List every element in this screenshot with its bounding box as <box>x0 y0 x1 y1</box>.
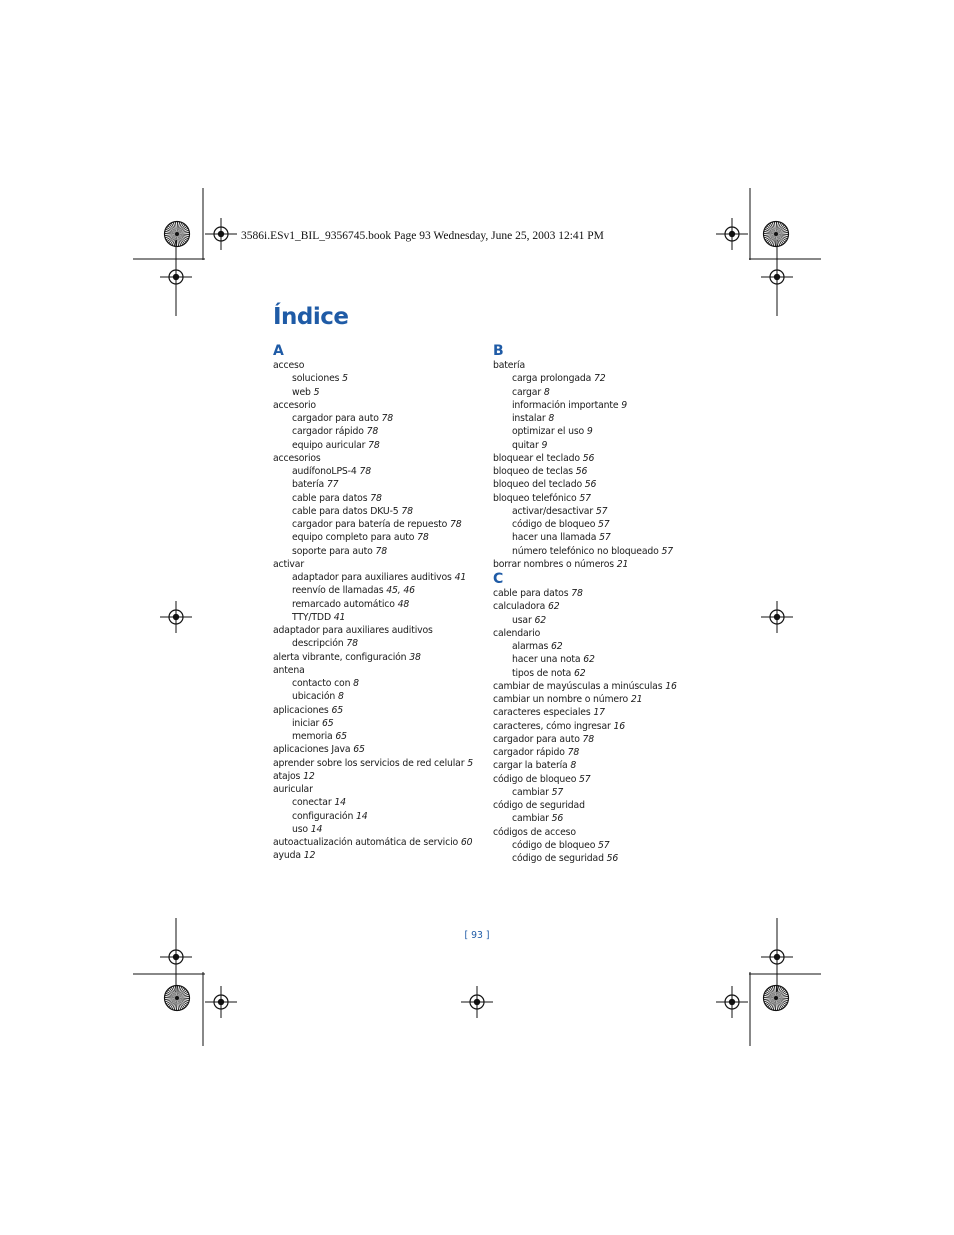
index-term: ubicación <box>292 691 336 703</box>
index-subentry <box>273 637 478 650</box>
index-term: carga prolongada <box>512 373 592 385</box>
index-entry <box>273 704 478 717</box>
index-page-ref: 78 <box>401 505 413 517</box>
index-subentry <box>273 386 478 399</box>
index-term: equipo auricular <box>292 439 366 451</box>
index-subentry <box>273 598 478 611</box>
index-term: código de seguridad <box>493 800 585 811</box>
index-term: cambiar <box>512 786 549 798</box>
index-term: memoria <box>292 731 333 742</box>
index-term: descripción <box>292 638 344 650</box>
index-column-right <box>493 343 698 865</box>
index-term: número telefónico no bloqueado <box>512 545 659 557</box>
index-page-ref: 65 <box>335 731 347 742</box>
index-page-ref: 62 <box>573 667 586 679</box>
index-page-ref: 62 <box>534 614 546 626</box>
index-page-ref: 60 <box>460 837 473 848</box>
index-letter-heading: C <box>493 571 504 587</box>
index-term: hacer una llamada <box>512 532 597 544</box>
index-term: quitar <box>512 439 539 451</box>
index-subentry <box>493 439 698 452</box>
index-page-ref: 78 <box>368 439 380 451</box>
index-term: TTY/TDD <box>292 611 331 623</box>
index-term: adaptador para auxiliares auditivos <box>273 625 433 636</box>
index-page-ref: 8 <box>543 386 550 398</box>
index-entry <box>273 452 478 465</box>
index-term: aprender sobre los servicios de red celular <box>273 757 465 769</box>
starburst-center <box>774 996 778 1000</box>
index-subentry <box>273 425 478 438</box>
index-term: calendario <box>493 627 541 639</box>
index-page-ref: 14 <box>310 823 323 835</box>
index-entry <box>493 746 698 759</box>
index-entry <box>273 783 478 796</box>
index-page-ref: 78 <box>375 545 388 557</box>
index-term: remarcado automático <box>292 598 395 610</box>
index-entry <box>493 693 698 706</box>
index-page-ref: 41 <box>454 572 467 583</box>
index-entry <box>493 452 698 465</box>
index-entry <box>493 359 698 372</box>
index-entry <box>493 706 698 719</box>
index-term: batería <box>292 479 325 491</box>
index-term: optimizar el uso <box>512 426 585 438</box>
index-page-ref: 5 <box>342 373 348 385</box>
index-term: antena <box>273 664 305 676</box>
index-page-ref: 65 <box>353 744 365 756</box>
index-page-ref: 78 <box>381 413 394 424</box>
index-entry <box>493 773 698 786</box>
index-page-ref: 57 <box>595 505 608 517</box>
index-page-ref: 56 <box>606 853 619 864</box>
index-term: bloqueo del teclado <box>493 479 582 491</box>
index-term: contacto con <box>292 678 351 689</box>
index-entry <box>273 770 478 783</box>
index-page-ref: 57 <box>598 519 610 530</box>
index-page-ref: 41 <box>333 611 346 623</box>
index-entry <box>493 733 698 746</box>
index-page-ref: 56 <box>584 479 597 491</box>
starburst-center <box>175 996 179 1000</box>
index-subentry <box>273 611 478 624</box>
index-subentry <box>273 584 478 597</box>
index-term: bloqueo telefónico <box>493 492 577 504</box>
index-subentry <box>273 492 478 505</box>
print-header-line: 3586i.ESv1_BIL_9356745.book Page 93 Wednesday, June 25, 2003 12:41 PM <box>241 230 604 242</box>
index-page-ref: 62 <box>551 641 563 652</box>
index-term: caracteres especiales <box>493 707 591 719</box>
index-term: autoactualización automática de servicio <box>273 837 459 848</box>
index-subentry <box>493 852 698 865</box>
index-subentry <box>273 810 478 823</box>
index-page-ref: 57 <box>579 773 591 785</box>
index-page-ref: 48 <box>397 598 410 610</box>
index-term: alarmas <box>512 641 549 652</box>
index-page-ref: 8 <box>353 678 359 689</box>
index-page-ref: 14 <box>356 810 368 822</box>
index-term: código de seguridad <box>512 853 604 864</box>
index-term: cambiar de mayúsculas a minúsculas <box>493 680 663 692</box>
index-entry <box>493 680 698 693</box>
index-term: aplicaciones Java <box>273 744 351 756</box>
index-page-ref: 14 <box>334 797 346 809</box>
index-term: cargar <box>512 386 541 398</box>
index-page-ref: 78 <box>450 519 462 530</box>
index-entry <box>273 399 478 412</box>
index-subentry <box>273 690 478 703</box>
index-letter-heading: A <box>273 343 284 359</box>
index-subentry <box>273 531 478 544</box>
index-term: código de bloqueo <box>512 519 596 530</box>
index-subentry <box>273 439 478 452</box>
index-page-ref: 8 <box>570 760 577 772</box>
index-page-ref: 78 <box>346 638 358 650</box>
index-column-left <box>273 343 478 863</box>
index-page-ref: 78 <box>359 466 371 477</box>
index-entry <box>493 478 698 491</box>
index-term: iniciar <box>292 717 320 729</box>
index-subentry <box>493 386 698 399</box>
index-page-ref: 5 <box>467 757 473 769</box>
index-term: bloqueo de teclas <box>493 466 573 477</box>
index-subentry <box>493 412 698 425</box>
index-page-ref: 56 <box>575 466 588 477</box>
index-page-ref: 21 <box>630 694 643 705</box>
index-term: web <box>292 386 311 398</box>
index-page-ref: 8 <box>548 413 555 424</box>
index-subentry <box>493 640 698 653</box>
index-page-ref: 57 <box>661 545 674 557</box>
index-term: accesorios <box>273 452 321 464</box>
index-term: configuración <box>292 810 354 822</box>
index-page-ref: 62 <box>583 654 595 666</box>
index-term: equipo completo para auto <box>292 532 415 544</box>
index-term: auricular <box>273 784 313 795</box>
page-title: Índice <box>273 304 349 330</box>
index-term: atajos <box>273 770 301 782</box>
index-term: cargar la batería <box>493 760 568 772</box>
index-subentry <box>493 505 698 518</box>
index-page-ref: 5 <box>313 386 320 398</box>
index-page-ref: 57 <box>579 492 591 504</box>
index-subentry <box>273 796 478 809</box>
index-entry <box>493 720 698 733</box>
index-page-ref: 57 <box>598 839 610 851</box>
index-page-ref: 12 <box>303 850 316 862</box>
index-entry <box>493 627 698 640</box>
index-subentry <box>493 812 698 825</box>
index-page-ref: 57 <box>599 532 611 544</box>
index-page-ref: 77 <box>326 479 339 491</box>
index-subentry <box>273 571 478 584</box>
index-page-ref: 65 <box>322 717 334 729</box>
index-page-ref: 38 <box>409 651 421 663</box>
index-subentry <box>493 786 698 799</box>
index-page-ref: 78 <box>417 532 429 544</box>
index-term: cable para datos <box>292 492 368 504</box>
index-term: hacer una nota <box>512 654 581 666</box>
index-subentry <box>493 653 698 666</box>
index-term: caracteres, cómo ingresar <box>493 720 611 732</box>
index-subentry <box>273 518 478 531</box>
index-term: cargador para auto <box>292 413 379 424</box>
index-page-ref: 65 <box>331 704 343 716</box>
index-page-ref: 16 <box>613 720 626 732</box>
index-entry <box>273 757 478 770</box>
index-term: cargador rápido <box>493 747 565 758</box>
index-subentry <box>493 614 698 627</box>
index-term: accesorio <box>273 399 316 411</box>
index-term: tipos de nota <box>512 667 572 679</box>
index-page-ref: 8 <box>337 691 344 703</box>
index-entry <box>273 849 478 862</box>
index-page-ref: 21 <box>616 558 629 570</box>
index-term: cargador para auto <box>493 733 580 745</box>
index-term: borrar nombres o números <box>493 558 614 570</box>
index-term: acceso <box>273 360 305 371</box>
index-entry <box>493 600 698 613</box>
index-term: código de bloqueo <box>512 839 596 851</box>
index-entry <box>273 836 478 849</box>
index-subentry <box>493 545 698 558</box>
index-subentry <box>273 717 478 730</box>
index-page-ref: 78 <box>366 426 379 438</box>
index-page-ref: 72 <box>594 373 606 385</box>
index-term: activar/desactivar <box>512 505 594 517</box>
index-term: calculadora <box>493 601 546 613</box>
index-subentry <box>273 730 478 743</box>
index-term: instalar <box>512 413 546 424</box>
index-term: cargador rápido <box>292 426 364 438</box>
index-entry <box>493 558 698 571</box>
index-page-ref: 9 <box>541 439 548 451</box>
index-entry <box>493 587 698 600</box>
index-page-ref: 56 <box>582 452 595 464</box>
index-page-ref: 62 <box>547 601 560 613</box>
index-term: cambiar un nombre o número <box>493 694 629 705</box>
index-page-ref: 78 <box>571 588 583 599</box>
index-term: uso <box>292 823 308 835</box>
index-subentry <box>493 518 698 531</box>
index-term: bloquear el teclado <box>493 452 580 464</box>
index-entry <box>493 492 698 505</box>
index-page-ref: 78 <box>567 747 580 758</box>
index-page-ref: 12 <box>303 770 315 782</box>
index-term: soluciones <box>292 373 340 385</box>
index-page-ref: 17 <box>593 707 605 719</box>
index-entry <box>493 799 698 812</box>
index-term: cable para datos <box>493 588 569 599</box>
index-subentry <box>273 677 478 690</box>
index-page-ref: 56 <box>551 813 564 825</box>
index-entry <box>273 359 478 372</box>
index-subentry <box>273 412 478 425</box>
starburst-center <box>175 232 179 236</box>
index-entry <box>493 759 698 772</box>
index-term: cargador para batería de repuesto <box>292 519 448 530</box>
index-term: información importante <box>512 399 619 411</box>
index-page-ref: 9 <box>586 426 593 438</box>
index-entry <box>493 465 698 478</box>
index-term: ayuda <box>273 850 301 862</box>
index-subentry <box>273 545 478 558</box>
index-subentry <box>273 465 478 478</box>
index-letter-heading: B <box>493 343 504 359</box>
index-term: alerta vibrante, configuración <box>273 651 407 663</box>
index-term: códigos de acceso <box>493 826 576 838</box>
index-term: audífonoLPS-4 <box>292 466 357 477</box>
index-entry <box>273 664 478 677</box>
index-entry <box>273 743 478 756</box>
index-term: aplicaciones <box>273 704 329 716</box>
index-term: adaptador para auxiliares auditivos <box>292 572 452 583</box>
index-page-ref: 78 <box>582 733 595 745</box>
index-term: soporte para auto <box>292 545 373 557</box>
index-subentry <box>273 823 478 836</box>
index-entry <box>273 558 478 571</box>
index-subentry <box>273 505 478 518</box>
index-subentry <box>273 372 478 385</box>
index-term: cambiar <box>512 813 549 825</box>
index-page-ref: 57 <box>551 786 564 798</box>
index-subentry <box>493 372 698 385</box>
index-term: código de bloqueo <box>493 773 577 785</box>
index-subentry <box>493 425 698 438</box>
index-term: batería <box>493 360 526 371</box>
starburst-center <box>774 232 778 236</box>
index-term: cable para datos DKU-5 <box>292 505 399 517</box>
index-term: activar <box>273 558 305 570</box>
index-subentry <box>493 839 698 852</box>
index-entry <box>493 826 698 839</box>
index-page-ref: 16 <box>665 680 677 692</box>
index-term: conectar <box>292 797 332 809</box>
index-subentry <box>273 478 478 491</box>
index-subentry <box>493 667 698 680</box>
index-term: reenvío de llamadas <box>292 585 384 597</box>
index-term: usar <box>512 614 532 626</box>
index-page-ref: 9 <box>621 399 628 411</box>
index-page-ref: 45, 46 <box>386 585 415 597</box>
index-subentry <box>493 399 698 412</box>
index-entry <box>273 651 478 664</box>
index-subentry <box>493 531 698 544</box>
page-number: [ 93 ] <box>464 930 490 941</box>
index-entry <box>273 624 478 637</box>
index-page-ref: 78 <box>370 492 382 504</box>
